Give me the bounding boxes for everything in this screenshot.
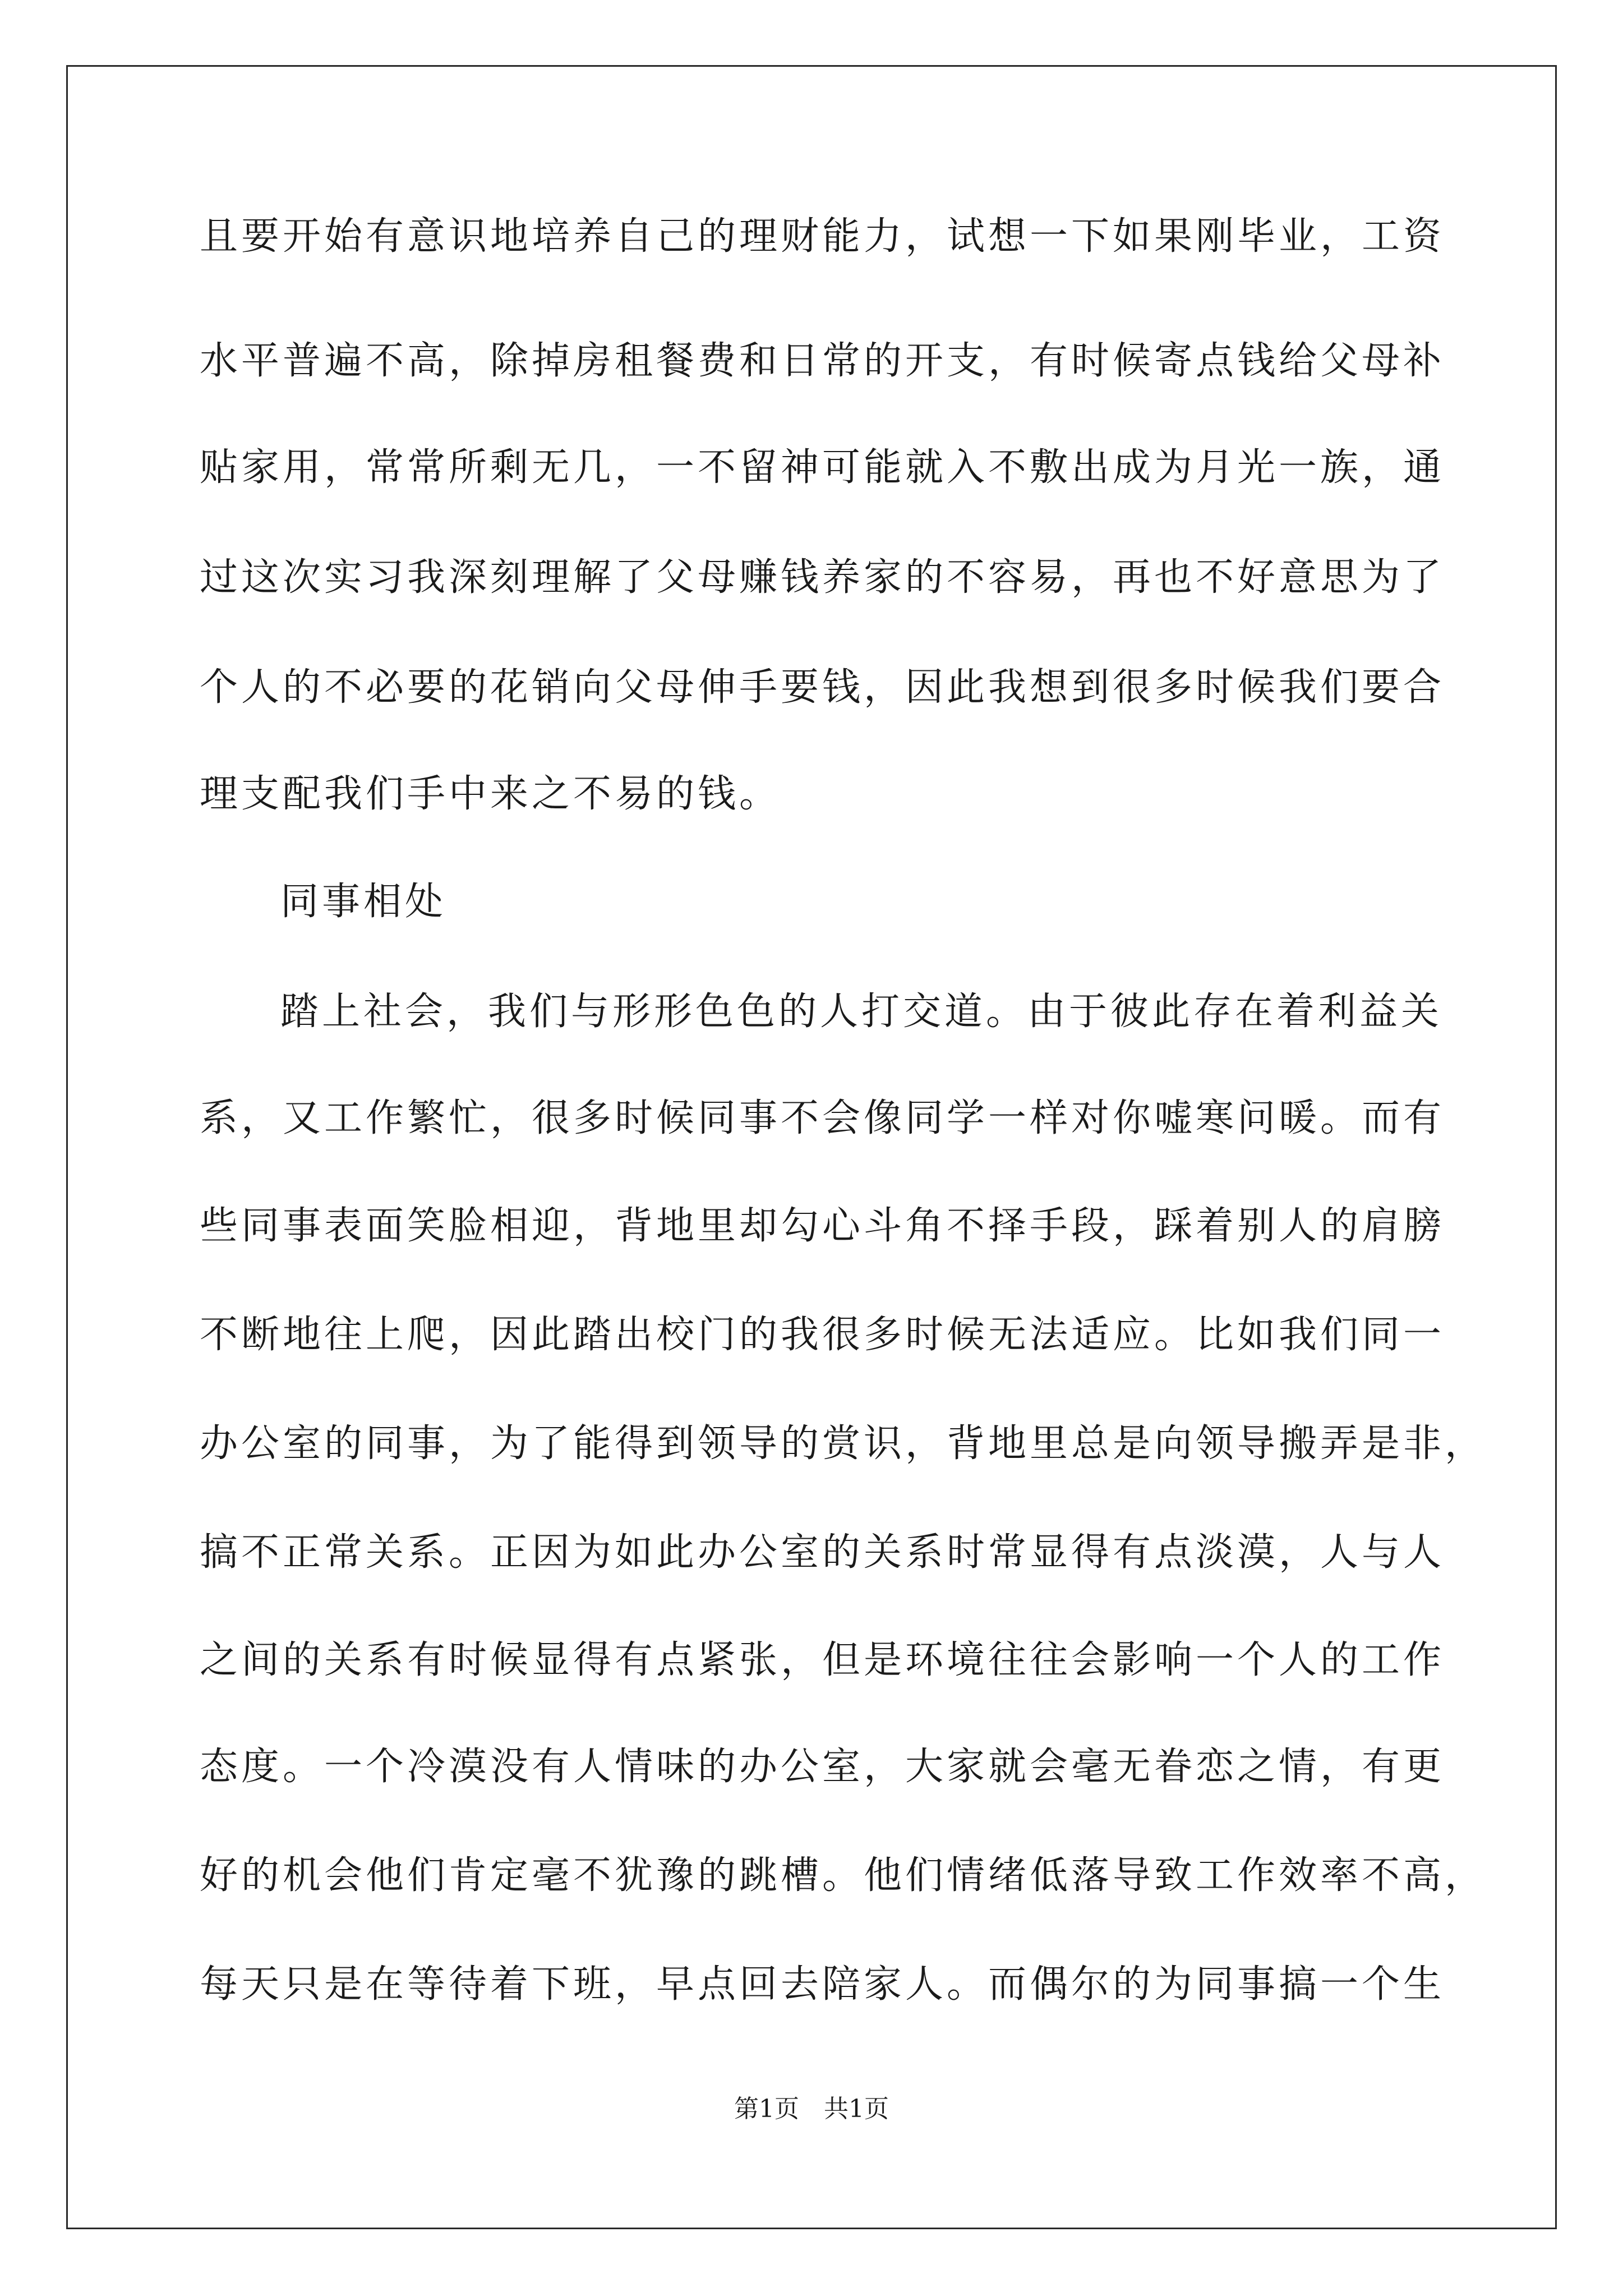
section-heading: 同事相处 bbox=[280, 880, 447, 924]
body-text-line: 理支配我们手中来之不易的钱。 bbox=[200, 772, 781, 816]
body-text-line: 搞不正常关系。正因为如此办公室的关系时常显得有点淡漠，人与人 bbox=[200, 1530, 1445, 1575]
body-text-line: 过这次实习我深刻理解了父母赚钱养家的不容易，再也不好意思为了 bbox=[200, 555, 1445, 600]
body-text-line: 系，又工作繁忙，很多时候同事不会像同学一样对你嘘寒问暖。而有 bbox=[200, 1096, 1445, 1140]
body-text-line: 且要开始有意识地培养自己的理财能力，试想一下如果刚毕业，工资 bbox=[200, 214, 1445, 259]
body-text-line: 贴家用，常常所剩无几，一不留神可能就入不敷出成为月光一族，通 bbox=[200, 445, 1445, 490]
body-text-line: 踏上社会，我们与形形色色的人打交道。由于彼此存在着利益关 bbox=[280, 990, 1443, 1034]
body-text-line: 个人的不必要的花销向父母伸手要钱，因此我想到很多时候我们要合 bbox=[200, 665, 1445, 710]
body-text-line: 水平普遍不高，除掉房租餐费和日常的开支，有时候寄点钱给父母补 bbox=[200, 339, 1445, 383]
page-border bbox=[66, 65, 1557, 2229]
body-text-line: 每天只是在等待着下班，早点回去陪家人。而偶尔的为同事搞一个生 bbox=[200, 1962, 1445, 2007]
page-number-footer: 第1页 共1页 bbox=[734, 2095, 889, 2123]
body-text-line: 好的机会他们肯定毫不犹豫的跳槽。他们情绪低落导致工作效率不高， bbox=[200, 1853, 1487, 1898]
body-text-line: 办公室的同事，为了能得到领导的赏识，背地里总是向领导搬弄是非， bbox=[200, 1421, 1487, 1466]
body-text-line: 不断地往上爬，因此踏出校门的我很多时候无法适应。比如我们同一 bbox=[200, 1313, 1445, 1357]
body-text-line: 态度。一个冷漠没有人情味的办公室，大家就会毫无眷恋之情，有更 bbox=[200, 1745, 1445, 1789]
body-text-line: 之间的关系有时候显得有点紧张，但是环境往往会影响一个人的工作 bbox=[200, 1638, 1445, 1682]
body-text-line: 些同事表面笑脸相迎，背地里却勾心斗角不择手段，踩着别人的肩膀 bbox=[200, 1204, 1445, 1248]
